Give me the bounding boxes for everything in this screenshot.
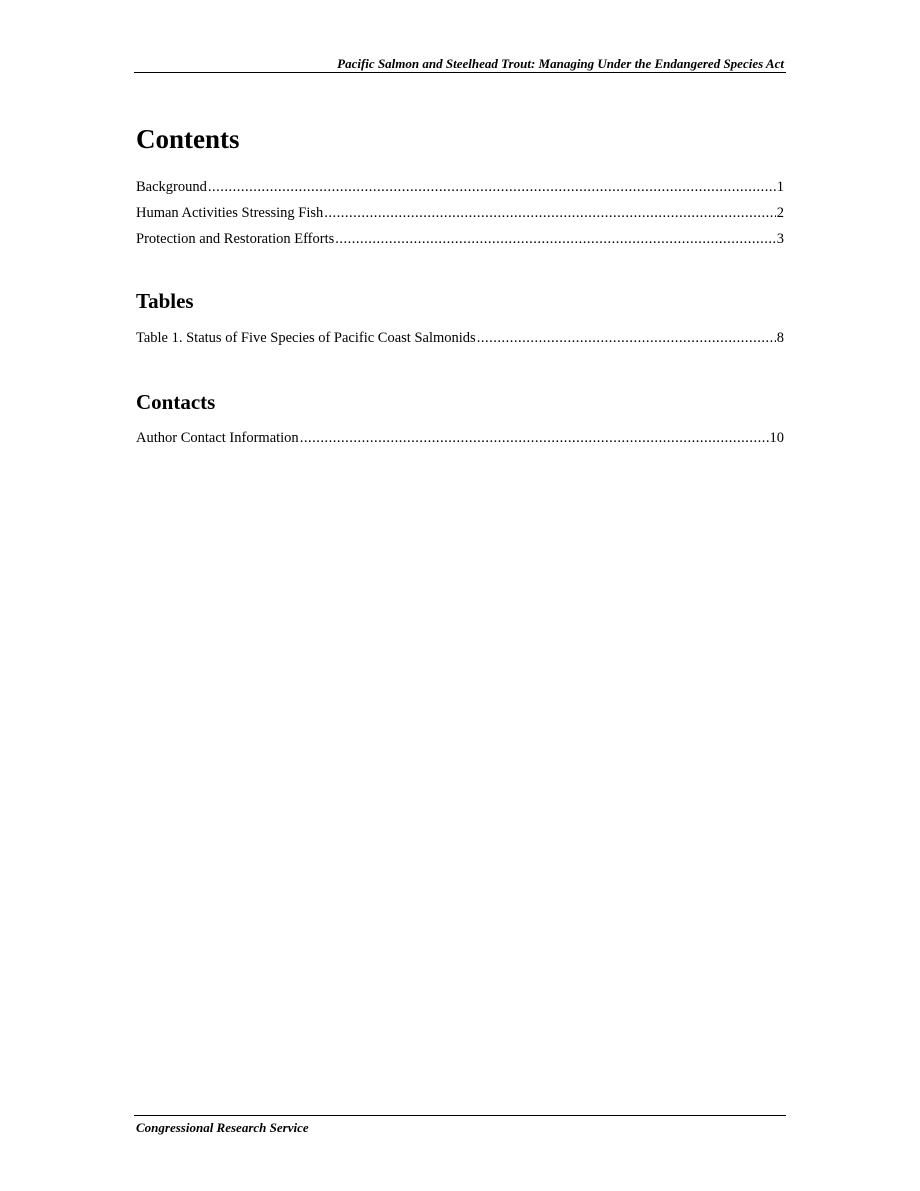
toc-dot-leader bbox=[477, 325, 776, 351]
toc-page-number: 2 bbox=[776, 205, 784, 221]
page-header bbox=[134, 54, 786, 73]
toc-entry-text: Author Contact Information bbox=[136, 430, 299, 446]
tables-list bbox=[136, 325, 784, 351]
toc-entry-text: Background bbox=[136, 179, 207, 195]
contacts-list bbox=[136, 425, 784, 451]
tables-heading: Tables bbox=[136, 289, 194, 313]
contacts-heading: Contacts bbox=[136, 390, 216, 414]
toc-entry-human-activities[interactable] bbox=[136, 200, 784, 226]
footer-text: Congressional Research Service bbox=[136, 1120, 309, 1135]
toc-entry-table-1[interactable] bbox=[136, 325, 784, 351]
toc-page-number: 3 bbox=[776, 231, 784, 247]
toc-entry-protection-restoration[interactable] bbox=[136, 226, 784, 252]
toc-entry-text: Human Activities Stressing Fish bbox=[136, 205, 324, 221]
contents-heading: Contents bbox=[136, 124, 240, 154]
page-footer bbox=[134, 1115, 786, 1135]
toc-entry-text: Protection and Restoration Efforts bbox=[136, 231, 335, 247]
running-title: Pacific Salmon and Steelhead Trout: Managing Under the Endangered Species Act bbox=[337, 56, 784, 71]
toc-dot-leader bbox=[300, 425, 769, 451]
toc-page-number: 10 bbox=[769, 430, 784, 446]
toc-dot-leader bbox=[208, 174, 776, 200]
toc-entry-author-contact[interactable] bbox=[136, 425, 784, 451]
toc-page-number: 1 bbox=[776, 179, 784, 195]
toc-page-number: 8 bbox=[776, 330, 784, 346]
toc-dot-leader bbox=[324, 200, 775, 226]
contents-list bbox=[136, 174, 784, 252]
toc-entry-text: Table 1. Status of Five Species of Pacific Coast Salmonids bbox=[136, 330, 476, 346]
toc-entry-background[interactable] bbox=[136, 174, 784, 200]
toc-dot-leader bbox=[335, 226, 775, 252]
